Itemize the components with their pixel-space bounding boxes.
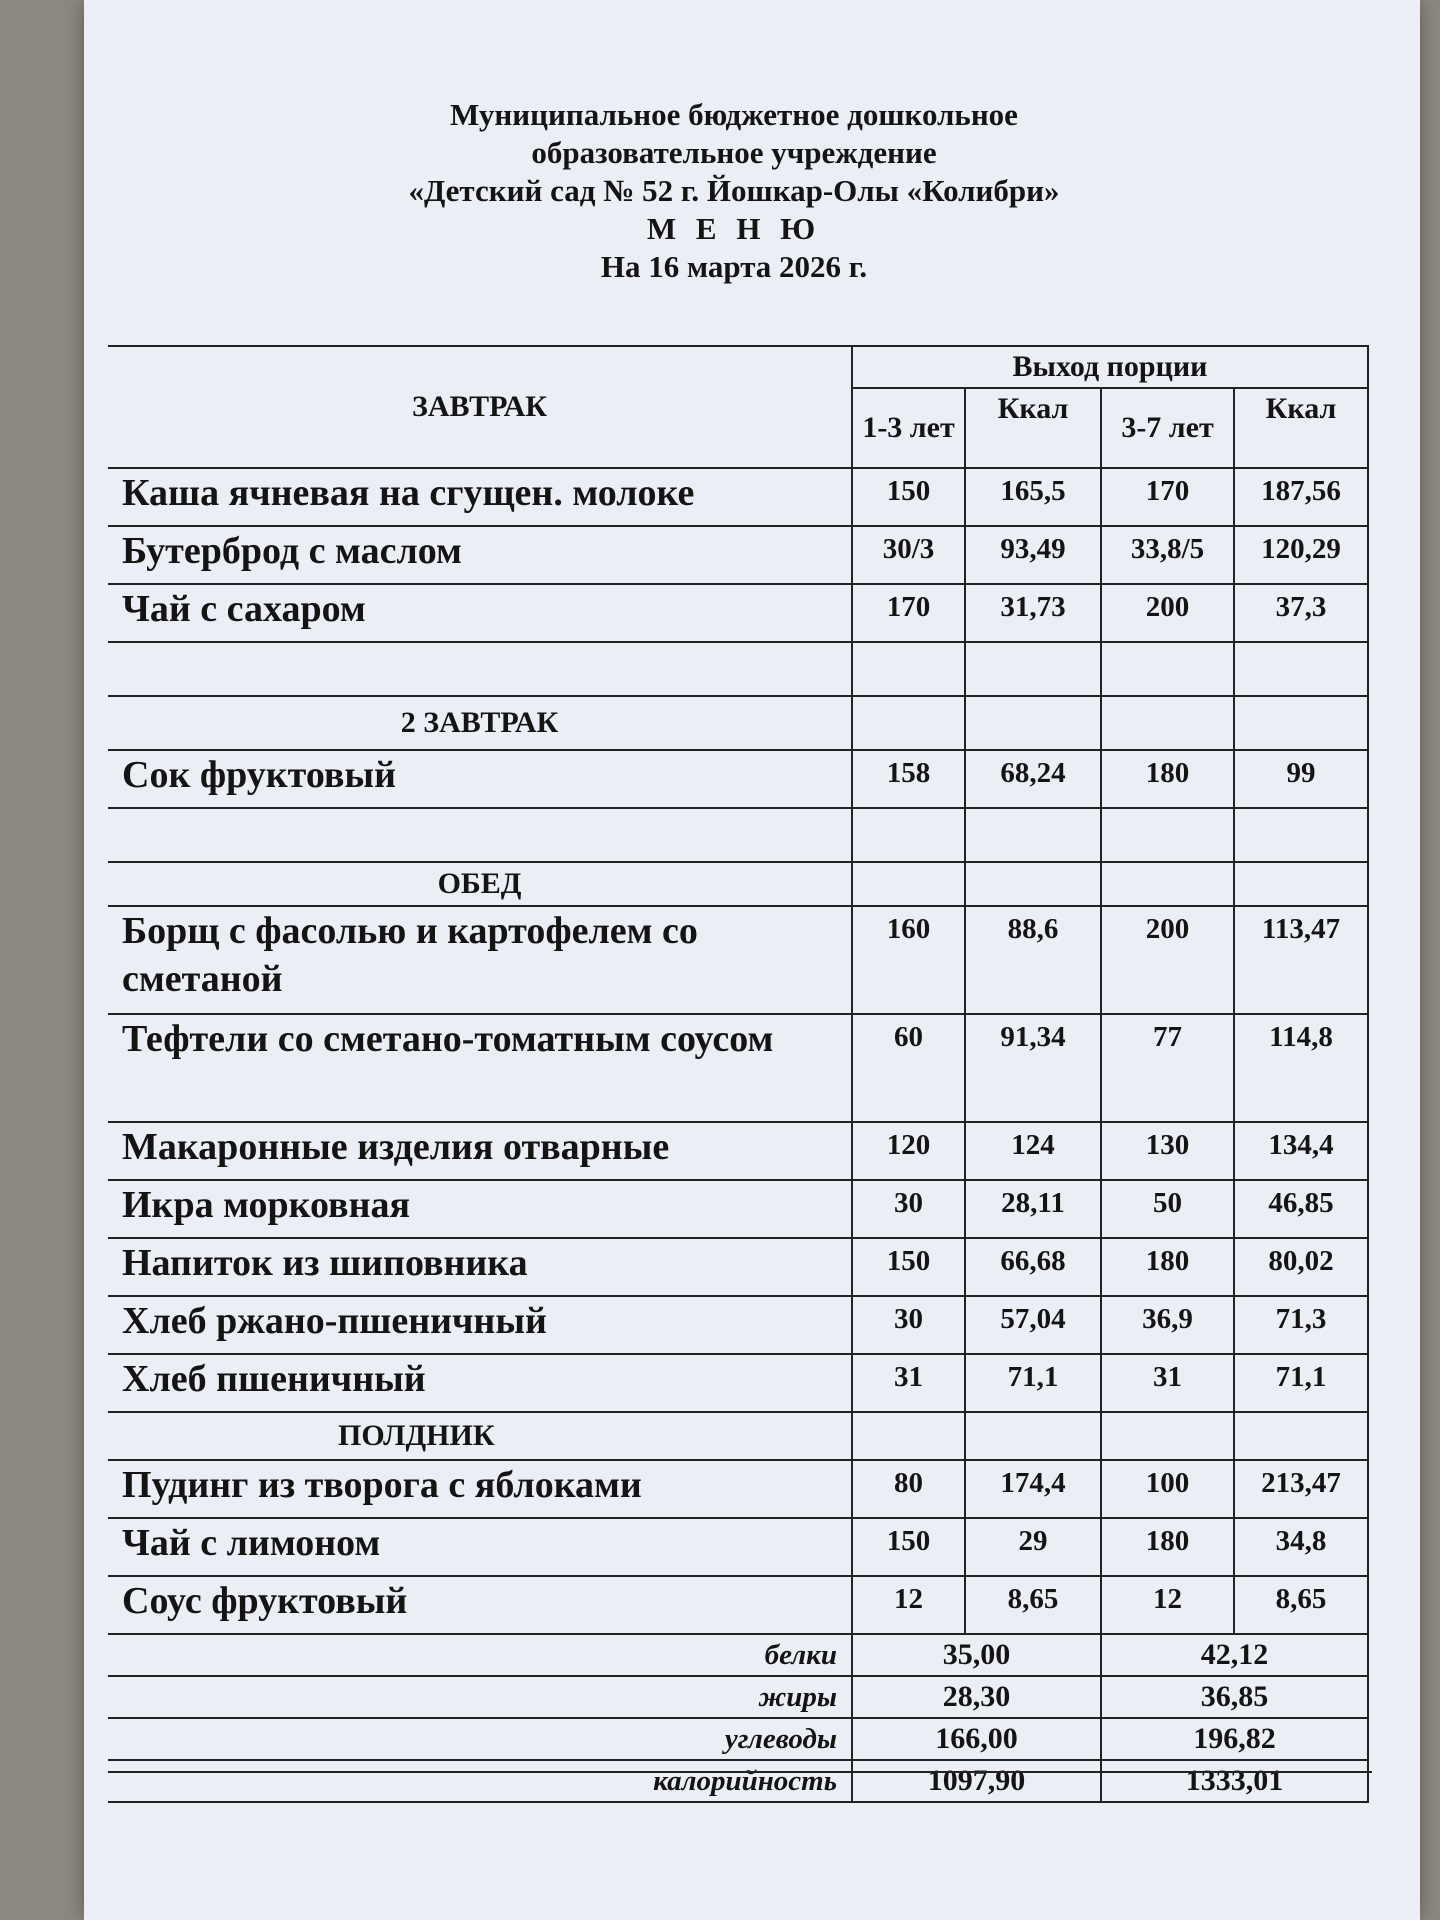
dish-name: Соус фруктовый (108, 1576, 852, 1634)
totals-row (108, 1718, 1368, 1760)
kcal-1-3: 165,5 (965, 468, 1101, 526)
section-breakfast: ЗАВТРАК (108, 346, 852, 468)
kcal-3-7: 187,56 (1234, 468, 1368, 526)
kcal-1-3: 124 (965, 1122, 1101, 1180)
kcal-3-7: 120,29 (1234, 526, 1368, 584)
menu-item-row (108, 1122, 1368, 1180)
portion-1-3: 30 (852, 1296, 965, 1354)
dish-name: Каша ячневая на сгущен. молоке (108, 468, 852, 526)
dish-name: Пудинг из творога с яблоками (108, 1460, 852, 1518)
portion-3-7: 130 (1101, 1122, 1234, 1180)
kcal-3-7: 134,4 (1234, 1122, 1368, 1180)
kcal-3-7: 80,02 (1234, 1238, 1368, 1296)
section-lunch: ОБЕД (108, 862, 852, 906)
table-header-row (108, 346, 1368, 388)
dish-name: Хлеб пшеничный (108, 1354, 852, 1412)
totals-rows (108, 1634, 1368, 1802)
kcal-3-7: 8,65 (1234, 1576, 1368, 1634)
portion-3-7: 180 (1101, 750, 1234, 808)
menu-sheet (84, 0, 1420, 1920)
kcal-2-header: Ккал (1234, 388, 1368, 468)
kcal-1-3: 31,73 (965, 584, 1101, 642)
portion-3-7: 100 (1101, 1460, 1234, 1518)
portion-1-3: 150 (852, 468, 965, 526)
portion-3-7: 77 (1101, 1014, 1234, 1122)
kcal-1-3: 66,68 (965, 1238, 1101, 1296)
section-breakfast2: 2 ЗАВТРАК (108, 696, 852, 750)
section-snack: ПОЛДНИК (108, 1412, 852, 1460)
menu-item-row (108, 1576, 1368, 1634)
menu-item-row (108, 526, 1368, 584)
empty-row (108, 808, 1368, 862)
totals-row (108, 1634, 1368, 1676)
dish-name: Чай с лимоном (108, 1518, 852, 1576)
breakfast-rows (108, 468, 1368, 642)
nutrient-value-3-7: 36,85 (1101, 1676, 1368, 1718)
dish-name: Икра морковная (108, 1180, 852, 1238)
portion-3-7: 12 (1101, 1576, 1234, 1634)
dish-name: Чай с сахаром (108, 584, 852, 642)
kcal-3-7: 34,8 (1234, 1518, 1368, 1576)
nutrient-value-1-3: 1097,90 (852, 1760, 1101, 1802)
section-row-snack (108, 1412, 1368, 1460)
kcal-3-7: 37,3 (1234, 584, 1368, 642)
menu-item-row (108, 750, 1368, 808)
portion-1-3: 150 (852, 1238, 965, 1296)
kcal-1-3: 68,24 (965, 750, 1101, 808)
portion-1-3: 158 (852, 750, 965, 808)
kcal-3-7: 71,3 (1234, 1296, 1368, 1354)
portion-1-3: 150 (852, 1518, 965, 1576)
portion-1-3: 30/3 (852, 526, 965, 584)
totals-row (108, 1760, 1368, 1802)
portion-1-3: 170 (852, 584, 965, 642)
portion-3-7: 170 (1101, 468, 1234, 526)
kcal-1-3: 174,4 (965, 1460, 1101, 1518)
breakfast2-rows (108, 750, 1368, 808)
kcal-3-7: 113,47 (1234, 906, 1368, 1014)
kcal-1-3: 29 (965, 1518, 1101, 1576)
nutrient-value-3-7: 196,82 (1101, 1718, 1368, 1760)
portion-3-7: 200 (1101, 584, 1234, 642)
menu-item-row (108, 584, 1368, 642)
org-name-line3: «Детский сад № 52 г. Йошкар-Олы «Колибри» (408, 173, 1060, 208)
org-name-line2: образовательное учреждение (531, 135, 937, 170)
kcal-3-7: 71,1 (1234, 1354, 1368, 1412)
menu-title: М Е Н Ю (646, 211, 822, 246)
portion-1-3: 80 (852, 1460, 965, 1518)
menu-item-row (108, 468, 1368, 526)
nutrient-value-1-3: 28,30 (852, 1676, 1101, 1718)
portion-3-7: 36,9 (1101, 1296, 1234, 1354)
portion-1-3: 31 (852, 1354, 965, 1412)
kcal-1-3: 57,04 (965, 1296, 1101, 1354)
portion-1-3: 12 (852, 1576, 965, 1634)
kcal-1-3: 91,34 (965, 1014, 1101, 1122)
section-row-lunch (108, 862, 1368, 906)
menu-item-row (108, 906, 1368, 1014)
nutrient-value-1-3: 166,00 (852, 1718, 1101, 1760)
portion-1-3: 30 (852, 1180, 965, 1238)
portion-3-7: 33,8/5 (1101, 526, 1234, 584)
nutrient-label: жиры (108, 1676, 852, 1718)
kcal-1-3: 8,65 (965, 1576, 1101, 1634)
portion-1-3: 160 (852, 906, 965, 1014)
menu-item-row (108, 1354, 1368, 1412)
dish-name: Сок фруктовый (108, 750, 852, 808)
portion-1-3: 60 (852, 1014, 965, 1122)
org-name-line1: Муниципальное бюджетное дошкольное (450, 97, 1018, 132)
age-1-3-header: 1-3 лет (852, 388, 965, 468)
nutrient-value-3-7: 42,12 (1101, 1634, 1368, 1676)
kcal-1-3: 28,11 (965, 1180, 1101, 1238)
nutrient-label: углеводы (108, 1718, 852, 1760)
snack-rows (108, 1460, 1368, 1634)
nutrient-value-3-7: 1333,01 (1101, 1760, 1368, 1802)
menu-table (108, 345, 1369, 1803)
kcal-1-header: Ккал (965, 388, 1101, 468)
dish-name: Борщ с фасолью и картофелем со сметаной (108, 906, 852, 1014)
table-bottom-line (108, 1771, 1372, 1773)
kcal-1-3: 71,1 (965, 1354, 1101, 1412)
portion-3-7: 180 (1101, 1238, 1234, 1296)
menu-item-row (108, 1238, 1368, 1296)
nutrient-label: белки (108, 1634, 852, 1676)
menu-item-row (108, 1518, 1368, 1576)
empty-row (108, 642, 1368, 696)
age-3-7-header: 3-7 лет (1101, 388, 1234, 468)
menu-date: На 16 марта 2026 г. (600, 249, 868, 284)
menu-item-row (108, 1296, 1368, 1354)
portion-3-7: 31 (1101, 1354, 1234, 1412)
portion-1-3: 120 (852, 1122, 965, 1180)
menu-item-row (108, 1180, 1368, 1238)
dish-name: Хлеб ржано-пшеничный (108, 1296, 852, 1354)
section-row-breakfast2 (108, 696, 1368, 750)
kcal-1-3: 93,49 (965, 526, 1101, 584)
lunch-rows (108, 906, 1368, 1412)
nutrient-label: калорийность (108, 1760, 852, 1802)
portion-3-7: 50 (1101, 1180, 1234, 1238)
portion-3-7: 180 (1101, 1518, 1234, 1576)
menu-item-row (108, 1014, 1368, 1122)
document-header (84, 96, 1384, 286)
kcal-3-7: 213,47 (1234, 1460, 1368, 1518)
dish-name: Тефтели со сметано-томатным соусом (108, 1014, 852, 1122)
kcal-3-7: 99 (1234, 750, 1368, 808)
menu-item-row (108, 1460, 1368, 1518)
nutrient-value-1-3: 35,00 (852, 1634, 1101, 1676)
kcal-3-7: 46,85 (1234, 1180, 1368, 1238)
portion-3-7: 200 (1101, 906, 1234, 1014)
dish-name: Макаронные изделия отварные (108, 1122, 852, 1180)
portion-header: Выход порции (852, 346, 1368, 388)
kcal-3-7: 114,8 (1234, 1014, 1368, 1122)
dish-name: Напиток из шиповника (108, 1238, 852, 1296)
dish-name: Бутерброд с маслом (108, 526, 852, 584)
kcal-1-3: 88,6 (965, 906, 1101, 1014)
totals-row (108, 1676, 1368, 1718)
